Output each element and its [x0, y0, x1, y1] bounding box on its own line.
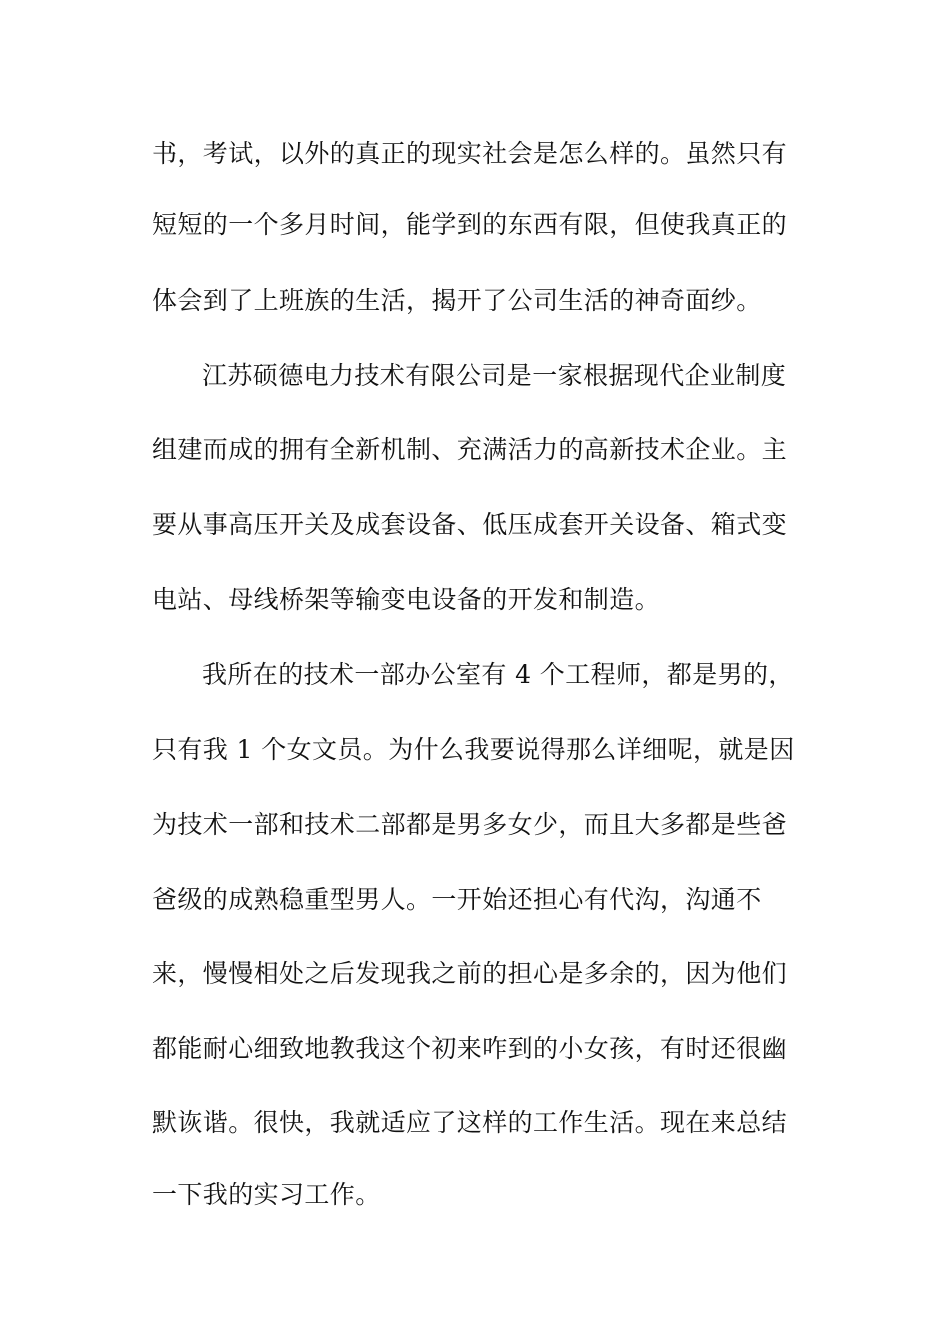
text-line: 来，慢慢相处之后发现我之前的担心是多余的，因为他们 — [152, 959, 788, 988]
text-line: 体会到了上班族的生活，揭开了公司生活的神奇面纱。 — [152, 286, 762, 315]
text-line: 爸级的成熟稳重型男人。一开始还担心有代沟，沟通不 — [152, 885, 762, 914]
text-line: 书，考试，以外的真正的现实社会是怎么样的。虽然只有 — [152, 139, 788, 168]
text-line: 一下我的实习工作。 — [152, 1180, 381, 1209]
text-line: 江苏硕德电力技术有限公司是一家根据现代企业制度 — [202, 361, 787, 390]
text-line: 我所在的技术一部办公室有 4 个工程师，都是男的， — [202, 660, 794, 689]
text-line: 为技术一部和技术二部都是男多女少，而且大多都是些爸 — [152, 810, 788, 839]
text-line: 要从事高压开关及成套设备、低压成套开关设备、箱式变 — [152, 510, 788, 539]
text-line: 短短的一个多月时间，能学到的东西有限，但使我真正的 — [152, 210, 788, 239]
text-line: 默诙谐。很快，我就适应了这样的工作生活。现在来总结 — [152, 1108, 788, 1137]
text-line: 电站、母线桥架等输变电设备的开发和制造。 — [152, 585, 661, 614]
text-line: 组建而成的拥有全新机制、充满活力的高新技术企业。主 — [152, 435, 788, 464]
text-line: 只有我 1 个女文员。为什么我要说得那么详细呢，就是因 — [152, 735, 795, 764]
text-line: 都能耐心细致地教我这个初来咋到的小女孩，有时还很幽 — [152, 1034, 788, 1063]
